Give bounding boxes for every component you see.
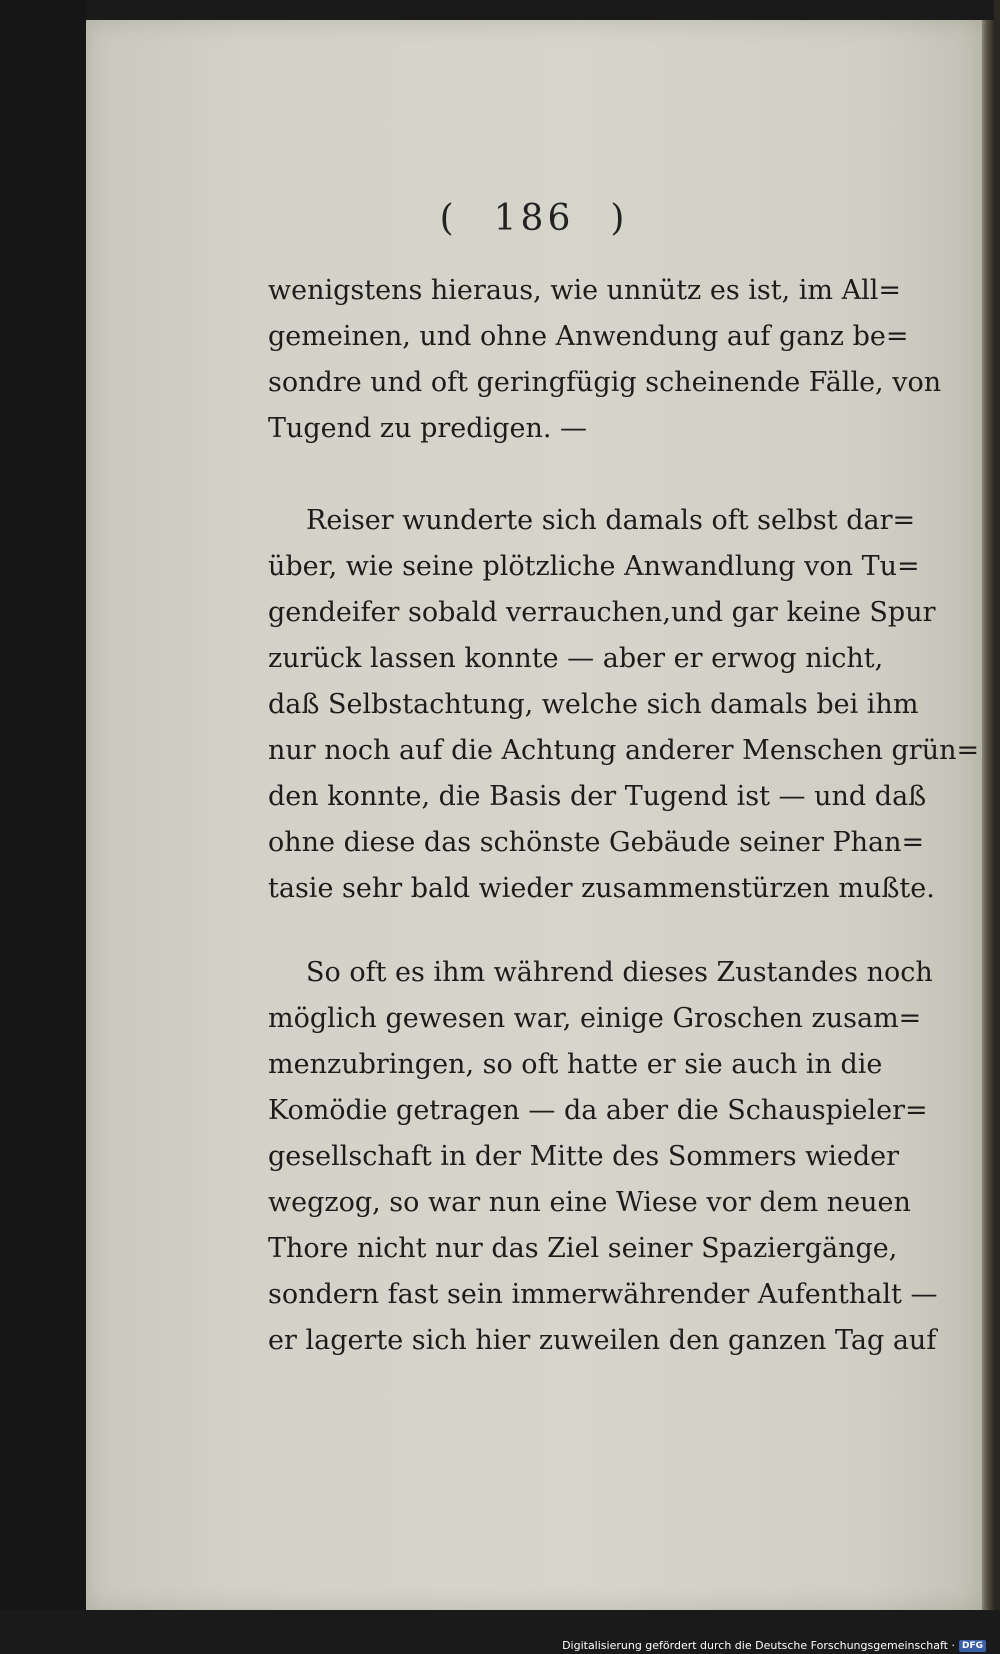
- page-number-header: [86, 198, 982, 239]
- page-number: 186: [493, 198, 575, 239]
- text-line: nur noch auf die Achtung anderer Menschen grün=: [268, 735, 980, 766]
- book-page: [86, 20, 982, 1610]
- text-line: sondern fast sein immerwährender Aufenthalt —: [268, 1279, 938, 1310]
- text-line: den konnte, die Basis der Tugend ist — und daß: [268, 781, 927, 812]
- text-line: möglich gewesen war, einige Groschen zusam=: [268, 1003, 922, 1034]
- text-line: gendeifer sobald verrauchen,und gar keine Spur: [268, 597, 936, 628]
- text-line: daß Selbstachtung, welche sich damals bei ihm: [268, 689, 919, 720]
- text-line: Komödie getragen — da aber die Schauspieler=: [268, 1095, 928, 1126]
- text-line: wegzog, so war nun eine Wiese vor dem neuen: [268, 1187, 911, 1218]
- book-spine-edge: [994, 0, 1000, 1654]
- footer-bar: [0, 1610, 1000, 1654]
- text-line: ohne diese das schönste Gebäude seiner Phan=: [268, 827, 925, 858]
- page-number-open-bracket: (: [439, 198, 458, 239]
- paragraph-3: [268, 950, 938, 1364]
- text-line: Tugend zu predigen. —: [268, 413, 588, 444]
- text-line: gemeinen, und ohne Anwendung auf ganz be=: [268, 321, 909, 352]
- text-line: menzubringen, so oft hatte er sie auch in die: [268, 1049, 883, 1080]
- credit-text: Digitalisierung gefördert durch die Deutsche Forschungsgemeinschaft ·: [562, 1639, 955, 1652]
- paragraph-1: [268, 268, 942, 452]
- dfg-logo-icon: DFG: [959, 1640, 986, 1652]
- paragraph-2: [268, 498, 980, 912]
- text-line: sondre und oft geringfügig scheinende Fälle, von: [268, 367, 942, 398]
- text-line: zurück lassen konnte — aber er erwog nicht,: [268, 643, 884, 674]
- page-number-close-bracket: ): [610, 198, 629, 239]
- text-line: er lagerte sich hier zuweilen den ganzen Tag auf: [268, 1325, 937, 1356]
- page-edge: [982, 20, 994, 1610]
- text-line: So oft es ihm während dieses Zustandes noch: [306, 957, 933, 988]
- text-line: wenigstens hieraus, wie unnütz es ist, im All=: [268, 275, 901, 306]
- text-line: Thore nicht nur das Ziel seiner Spaziergänge,: [268, 1233, 898, 1264]
- text-line: tasie sehr bald wieder zusammenstürzen mußte.: [268, 873, 935, 904]
- text-line: Reiser wunderte sich damals oft selbst dar=: [306, 505, 916, 536]
- text-line: über, wie seine plötzliche Anwandlung von Tu=: [268, 551, 920, 582]
- digitization-credit: [562, 1639, 986, 1652]
- text-line: gesellschaft in der Mitte des Sommers wieder: [268, 1141, 900, 1172]
- scan-background-left: [0, 0, 86, 1654]
